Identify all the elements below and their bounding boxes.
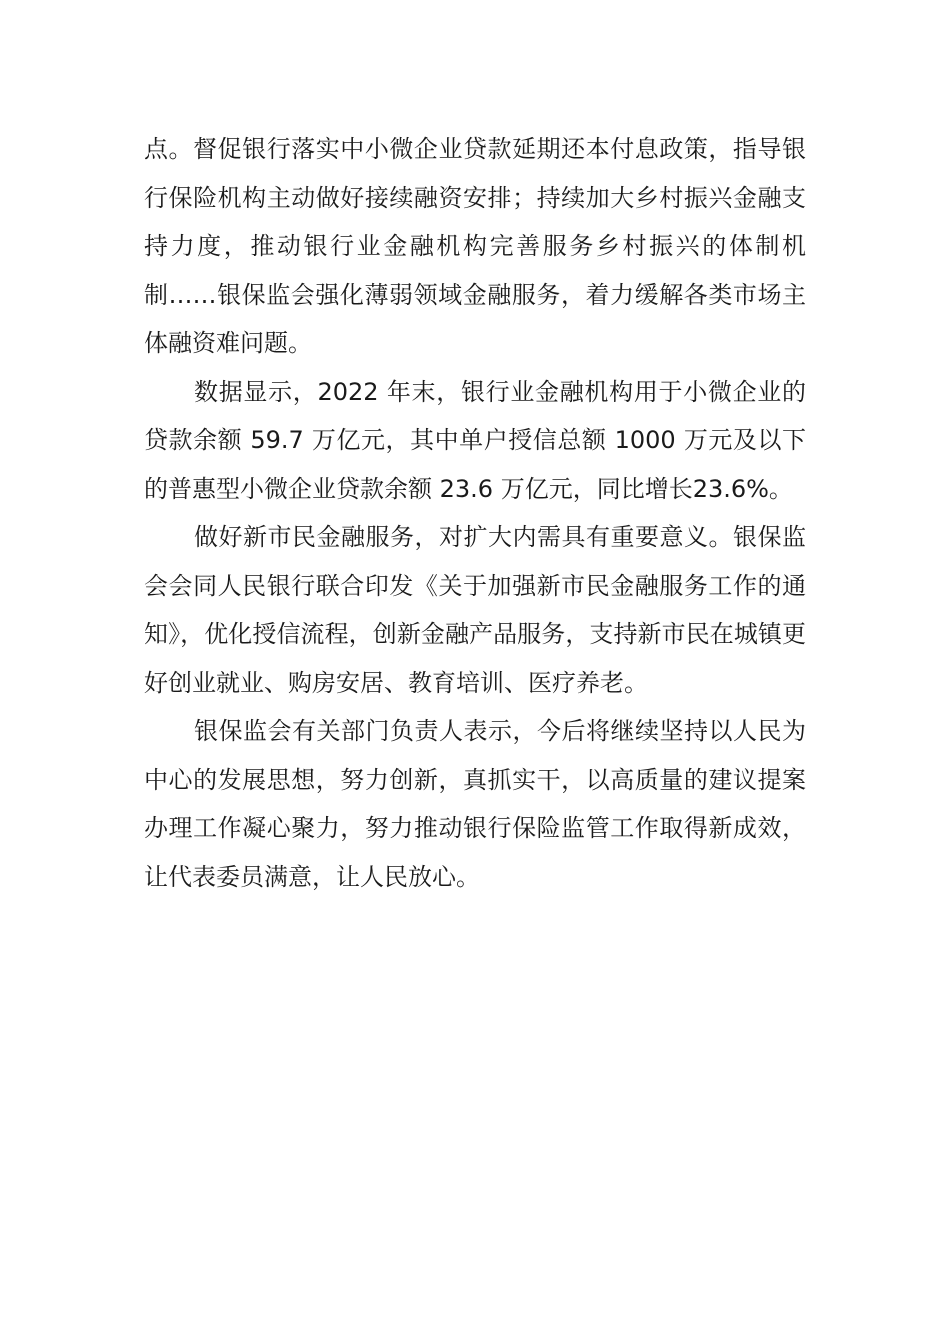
paragraph-2: 数据显示，2022 年末，银行业金融机构用于小微企业的贷款余额 59.7 万亿元，其中单户授信总额 1000 万元及以下的普惠型小微企业贷款余额 23.6 万亿元，同比增长23.6%。 [144, 377, 806, 503]
paragraph-3: 做好新市民金融服务，对扩大内需具有重要意义。银保监会会同人民银行联合印发《关于加强新市民金融服务工作的通知》，优化授信流程，创新金融产品服务，支持新市民在城镇更好创业就业、购房安居、教育培训、医疗养老。 [144, 523, 806, 697]
document-body [144, 125, 806, 901]
paragraph-1: 点。督促银行落实中小微企业贷款延期还本付息政策，指导银行保险机构主动做好接续融资安排；持续加大乡村振兴金融支持力度，推动银行业金融机构完善服务乡村振兴的体制机制……银保监会强化薄弱领域金融服务，着力缓解各类市场主体融资难问题。 [144, 135, 806, 357]
paragraph-4: 银保监会有关部门负责人表示，今后将继续坚持以人民为中心的发展思想，努力创新，真抓实干，以高质量的建议提案办理工作凝心聚力，努力推动银行保险监管工作取得新成效，让代表委员满意，让人民放心。 [144, 717, 806, 891]
